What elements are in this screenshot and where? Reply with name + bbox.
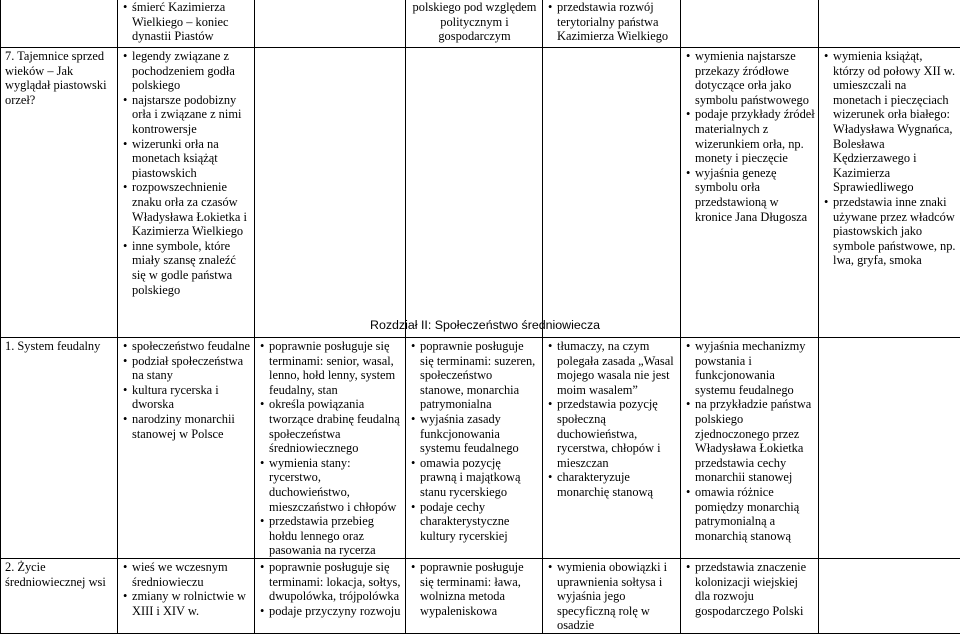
list-item: • podaje przykłady źródeł materialnych z wizerunkiem orła, np. monety i pieczęcie [695,107,815,165]
list [685,49,815,224]
requirements-cell [681,48,819,338]
requirements-cell [543,48,681,338]
list [547,560,677,633]
list-item: • wieś we wczesnym średniowieczu [132,560,251,589]
requirements-cell [681,0,819,48]
list-item: • wymienia książąt, którzy od połowy XII w. umieszczali na monetach i pieczęciach wizerunek orła białego: Władysława Wygnańca, Bolesława Kędzierzawego i Kazimierza Sprawiedliwego [833,49,957,195]
list-item: • poprawnie posługuje się terminami: suzeren, społeczeństwo stanowe, monarchia patrymonialna [420,339,539,412]
list-item: • zmiany w rolnictwie w XIII i XIV w. [132,589,251,618]
requirements-cell [255,338,406,559]
list-item: • poprawnie posługuje się terminami: ława, wolnizna metoda wypaleniskowa [420,560,539,618]
list [122,0,251,44]
requirements-cell [255,558,406,633]
list-item: • kultura rycerska i dworska [132,383,251,412]
list-item: • najstarsze podobizny orła i związane z nimi kontrowersje [132,93,251,137]
list-item: • społeczeństwo feudalne [132,339,251,354]
list-item: • wyjaśnia zasady funkcjonowania systemu feudalnego [420,412,539,456]
list-item: • poprawnie posługuje się terminami: senior, wasal, lenno, hołd lenny, system feudalny, stan [269,339,402,397]
list [410,339,539,543]
requirements-cell [681,558,819,633]
list-item: • podaje cechy charakterystyczne kultury rycerskiej [420,500,539,544]
list-item: • podział społeczeństwa na stany [132,354,251,383]
requirements-cell [819,0,960,48]
requirements-cell [819,338,960,559]
list-item: • poprawnie posługuje się terminami: lokacja, sołtys, dwupolówka, trójpolówka [269,560,402,604]
requirements-cell [543,0,681,48]
topic-cell: 7. Tajemnice sprzed wieków – Jak wyglądał piastowski orzeł? [1,48,118,338]
list-item: • przedstawia przebieg hołdu lennego oraz pasowania na rycerza [269,514,402,558]
list-item: • wizerunki orła na monetach książąt piastowskich [132,137,251,181]
list-item: • rozpowszechnienie znaku orła za czasów Władysława Łokietka i Kazimierza Wielkiego [132,180,251,238]
list-item: • charakteryzuje monarchię stanową [557,470,677,499]
list [259,560,402,618]
list-item: • wymienia najstarsze przekazy źródłowe dotyczące orła jako symbolu państwowego [695,49,815,107]
table-row [1,48,960,338]
list [823,49,957,268]
requirements-cell: polskiego pod względem politycznym i gospodarczym [406,0,543,48]
requirements-cell [543,558,681,633]
list-item: • określa powiązania tworzące drabinę feudalną społeczeństwa średniowiecznego [269,397,402,455]
requirements-cell [255,0,406,48]
requirements-cell [819,48,960,338]
list-item: • przedstawia rozwój terytorialny państwa Kazimierza Wielkiego [557,0,677,44]
list [685,339,815,543]
list-item: • wymienia stany: rycerstwo, duchowieństwo, mieszczaństwo i chłopów [269,456,402,514]
table-row [1,558,960,633]
list-item: • przedstawia inne znaki używane przez władców piastowskich jako symbole państwowe, np. lwa, gryfa, smoka [833,195,957,268]
list-item: • na przykładzie państwa polskiego zjednoczonego przez Władysława Łokietka przedstawia cechy monarchii stanowej [695,397,815,485]
list [122,560,251,618]
list-item: • omawia różnice pomiędzy monarchią patrymonialną a monarchią stanową [695,485,815,543]
requirements-cell [543,338,681,559]
content-cell [118,48,255,338]
list-item: • omawia pozycję prawną i majątkową stanu rycerskiego [420,456,539,500]
content-cell [118,0,255,48]
requirements-cell [406,338,543,559]
list [547,339,677,500]
list-item: • podaje przyczyny rozwoju [269,604,402,619]
requirements-cell [406,558,543,633]
list-item: • legendy związane z pochodzeniem godła polskiego [132,49,251,93]
list-item: • wyjaśnia genezę symbolu orła przedstawioną w kronice Jana Długosza [695,166,815,224]
topic-cell: 1. System feudalny [1,338,118,559]
requirements-cell [681,338,819,559]
topic-cell [1,0,118,48]
list [685,560,815,618]
list [547,0,677,44]
list-item: • tłumaczy, na czym polegała zasada „Wasal mojego wasala nie jest moim wasalem” [557,339,677,397]
list [259,339,402,558]
list-item: • wymienia obowiązki i uprawnienia sołtysa i wyjaśnia jego specyficzną rolę w osadzie [557,560,677,633]
content-cell [118,338,255,559]
content-cell [118,558,255,633]
table-row [1,338,960,559]
requirements-cell [819,558,960,633]
section-heading: Rozdział II: Społeczeństwo średniowiecza [370,318,600,332]
requirements-cell [255,48,406,338]
requirements-cell [406,48,543,338]
list-item: • inne symbole, które miały szansę znaleźć się w godle państwa polskiego [132,239,251,297]
table-row [1,0,960,48]
list-item: • śmierć Kazimierza Wielkiego – koniec dynastii Piastów [132,0,251,44]
list [122,339,251,441]
list [122,49,251,297]
list-item: • narodziny monarchii stanowej w Polsce [132,412,251,441]
topic-cell: 2. Życie średniowiecznej wsi [1,558,118,633]
list-item: • przedstawia pozycję społeczną duchowieństwa, rycerstwa, chłopów i mieszczan [557,397,677,470]
list-item: • wyjaśnia mechanizmy powstania i funkcjonowania systemu feudalnego [695,339,815,397]
list [410,560,539,618]
list-item: • przedstawia znaczenie kolonizacji wiejskiej dla rozwoju gospodarczego Polski [695,560,815,618]
